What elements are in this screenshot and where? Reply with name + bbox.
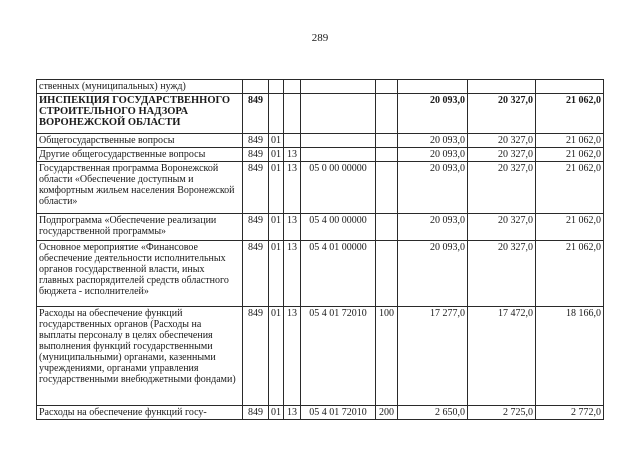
- row-name: ственных (муниципальных) нужд): [37, 80, 243, 94]
- amount-year-2: 2 725,0: [468, 406, 536, 420]
- expense-type-code: [376, 94, 398, 134]
- expense-type-code: 100: [376, 307, 398, 406]
- target-code: 05 4 01 72010: [301, 307, 376, 406]
- section-code: [269, 94, 284, 134]
- dept-code: 849: [243, 406, 269, 420]
- table-row: [37, 134, 604, 148]
- row-name: Государственная программа Воронежской области «Обеспечение доступным и комфортным жильем населения Воронежской области»: [37, 162, 243, 214]
- subsection-code: 13: [284, 148, 301, 162]
- amount-year-2: 20 327,0: [468, 241, 536, 307]
- amount-year-1: 17 277,0: [398, 307, 468, 406]
- row-name: Основное мероприятие «Финансовое обеспечение деятельности исполнительных органов государственной власти, иных главных распорядителей средств областного бюджета - исполнителей»: [37, 241, 243, 307]
- amount-year-1: 20 093,0: [398, 162, 468, 214]
- target-code: 05 0 00 00000: [301, 162, 376, 214]
- section-code: 01: [269, 241, 284, 307]
- section-code: 01: [269, 214, 284, 241]
- amount-year-2: 17 472,0: [468, 307, 536, 406]
- amount-year-3: 21 062,0: [536, 214, 604, 241]
- amount-year-3: 21 062,0: [536, 148, 604, 162]
- subsection-code: 13: [284, 162, 301, 214]
- expense-type-code: [376, 80, 398, 94]
- dept-code: 849: [243, 148, 269, 162]
- row-name: Расходы на обеспечение функций госу-: [37, 406, 243, 420]
- table-row: [37, 162, 604, 214]
- section-code: 01: [269, 162, 284, 214]
- amount-year-1: 20 093,0: [398, 94, 468, 134]
- table-row: [37, 307, 604, 406]
- expense-type-code: [376, 134, 398, 148]
- row-name: Расходы на обеспечение функций государственных органов (Расходы на выплаты персоналу в целях обеспечения выполнения функций государственными (муниципальными) органами, казенными учреждениями, органами управления государственными внебюджетными фондами): [37, 307, 243, 406]
- dept-code: 849: [243, 94, 269, 134]
- subsection-code: 13: [284, 307, 301, 406]
- row-name: ИНСПЕКЦИЯ ГОСУДАРСТВЕННОГО СТРОИТЕЛЬНОГО НАДЗОРА ВОРОНЕЖСКОЙ ОБЛАСТИ: [37, 94, 243, 134]
- subsection-code: 13: [284, 406, 301, 420]
- amount-year-2: [468, 80, 536, 94]
- amount-year-2: 20 327,0: [468, 162, 536, 214]
- dept-code: [243, 80, 269, 94]
- amount-year-1: 20 093,0: [398, 241, 468, 307]
- amount-year-1: 20 093,0: [398, 214, 468, 241]
- dept-code: 849: [243, 162, 269, 214]
- amount-year-2: 20 327,0: [468, 134, 536, 148]
- subsection-code: [284, 134, 301, 148]
- section-code: 01: [269, 307, 284, 406]
- subsection-code: [284, 94, 301, 134]
- row-name: Общегосударственные вопросы: [37, 134, 243, 148]
- table-row: [37, 406, 604, 420]
- target-code: 05 4 01 00000: [301, 241, 376, 307]
- table-row: [37, 94, 604, 134]
- amount-year-3: 2 772,0: [536, 406, 604, 420]
- row-name: Подпрограмма «Обеспечение реализации государственной программы»: [37, 214, 243, 241]
- expense-type-code: [376, 214, 398, 241]
- target-code: 05 4 00 00000: [301, 214, 376, 241]
- table-row: [37, 214, 604, 241]
- target-code: 05 4 01 72010: [301, 406, 376, 420]
- amount-year-3: 21 062,0: [536, 162, 604, 214]
- amount-year-3: 21 062,0: [536, 134, 604, 148]
- amount-year-1: 20 093,0: [398, 148, 468, 162]
- target-code: [301, 148, 376, 162]
- dept-code: 849: [243, 307, 269, 406]
- section-code: 01: [269, 134, 284, 148]
- amount-year-1: 2 650,0: [398, 406, 468, 420]
- page-number: 289: [311, 32, 329, 44]
- dept-code: 849: [243, 241, 269, 307]
- expense-type-code: 200: [376, 406, 398, 420]
- amount-year-3: 18 166,0: [536, 307, 604, 406]
- budget-table: [36, 79, 604, 420]
- row-name: Другие общегосударственные вопросы: [37, 148, 243, 162]
- amount-year-3: 21 062,0: [536, 94, 604, 134]
- section-code: 01: [269, 148, 284, 162]
- dept-code: 849: [243, 134, 269, 148]
- target-code: [301, 80, 376, 94]
- amount-year-2: 20 327,0: [468, 148, 536, 162]
- amount-year-3: 21 062,0: [536, 241, 604, 307]
- section-code: [269, 80, 284, 94]
- subsection-code: 13: [284, 241, 301, 307]
- expense-type-code: [376, 148, 398, 162]
- expense-type-code: [376, 162, 398, 214]
- target-code: [301, 134, 376, 148]
- section-code: 01: [269, 406, 284, 420]
- amount-year-2: 20 327,0: [468, 94, 536, 134]
- expense-type-code: [376, 241, 398, 307]
- table-row: [37, 241, 604, 307]
- subsection-code: [284, 80, 301, 94]
- amount-year-2: 20 327,0: [468, 214, 536, 241]
- table-row: [37, 148, 604, 162]
- subsection-code: 13: [284, 214, 301, 241]
- amount-year-3: [536, 80, 604, 94]
- target-code: [301, 94, 376, 134]
- amount-year-1: 20 093,0: [398, 134, 468, 148]
- dept-code: 849: [243, 214, 269, 241]
- amount-year-1: [398, 80, 468, 94]
- table-row: [37, 80, 604, 94]
